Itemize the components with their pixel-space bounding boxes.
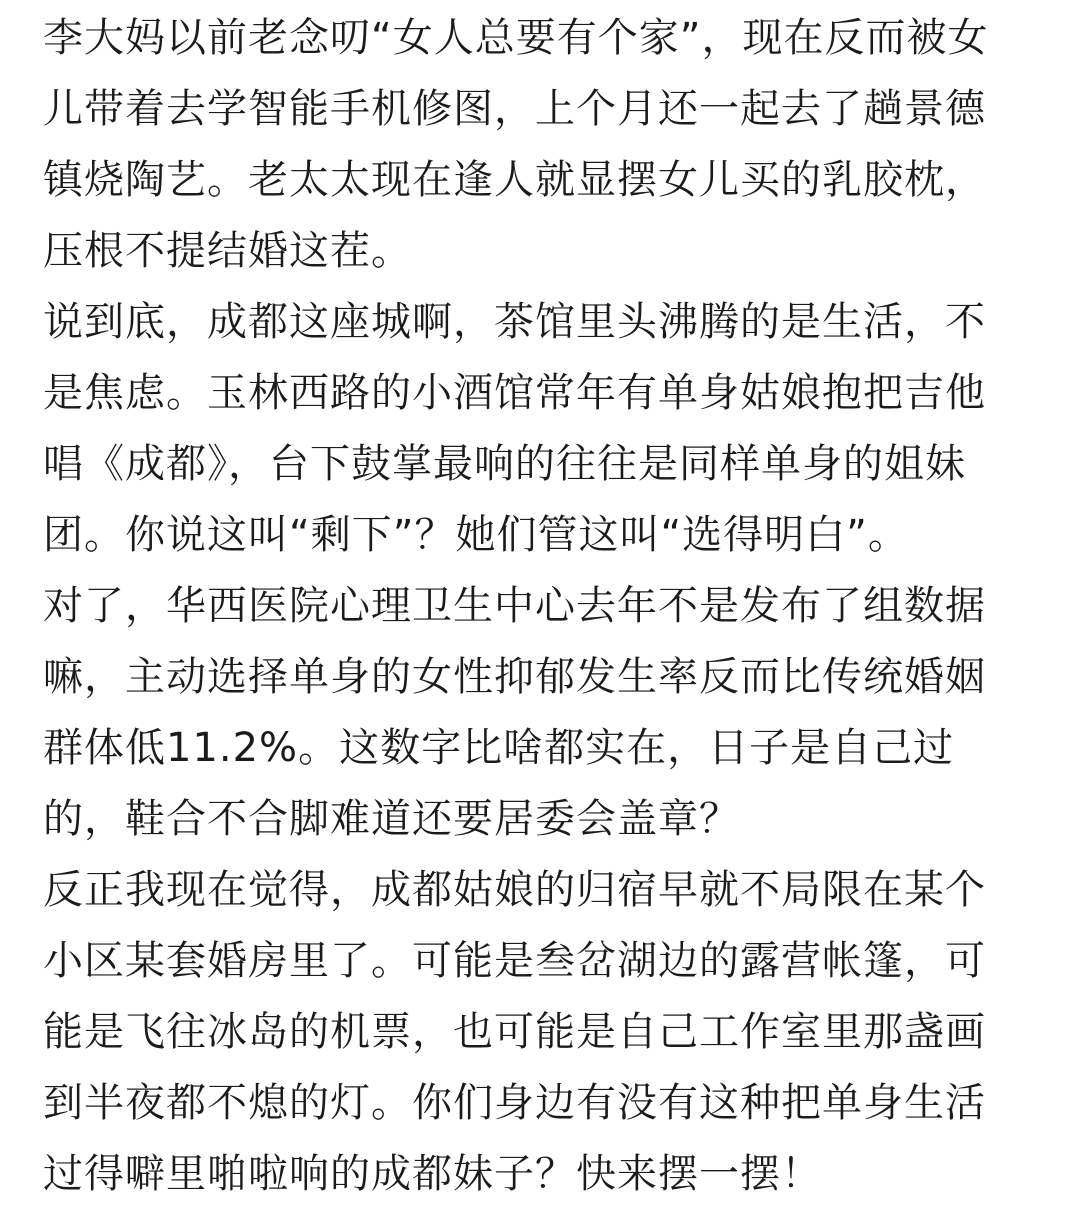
- text-line: 的，鞋合不合脚难道还要居委会盖章？: [43, 796, 740, 842]
- text-line: 到半夜都不熄的灯。你们身边有没有这种把单身生活: [43, 1080, 986, 1126]
- text-line: 嘛，主动选择单身的女性抑郁发生率反而比传统婚姻: [43, 654, 986, 700]
- text-line: 李大妈以前老念叨“女人总要有个家”，现在反而被女: [43, 15, 989, 61]
- text-line: 小区某套婚房里了。可能是叁岔湖边的露营帐篷，可: [43, 938, 986, 984]
- text-line: 群体低11.2%。这数字比啥都实在，日子是自己过: [43, 725, 955, 771]
- text-line: 说到底，成都这座城啊，茶馆里头沸腾的是生活，不: [43, 299, 986, 345]
- text-line: 过得噼里啪啦响的成都妹子？快来摆一摆！: [43, 1151, 822, 1197]
- text-line: 能是飞往冰岛的机票，也可能是自己工作室里那盏画: [43, 1009, 986, 1055]
- text-line: 压根不提结婚这茬。: [43, 228, 412, 274]
- text-line: 儿带着去学智能手机修图，上个月还一起去了趟景德: [43, 86, 986, 132]
- text-line: 对了，华西医院心理卫生中心去年不是发布了组数据: [43, 583, 986, 629]
- text-line: 反正我现在觉得，成都姑娘的归宿早就不局限在某个: [43, 867, 986, 913]
- text-line: 镇烧陶艺。老太太现在逢人就显摆女儿买的乳胶枕，: [43, 157, 986, 203]
- text-line: 唱《成都》，台下鼓掌最响的往往是同样单身的姐妹: [43, 441, 966, 487]
- text-line: 是焦虑。玉林西路的小酒馆常年有单身姑娘抱把吉他: [43, 370, 986, 416]
- article-body: [43, 0, 1033, 1210]
- text-line: 团。你说这叫“剩下”？她们管这叫“选得明白”。: [43, 512, 909, 558]
